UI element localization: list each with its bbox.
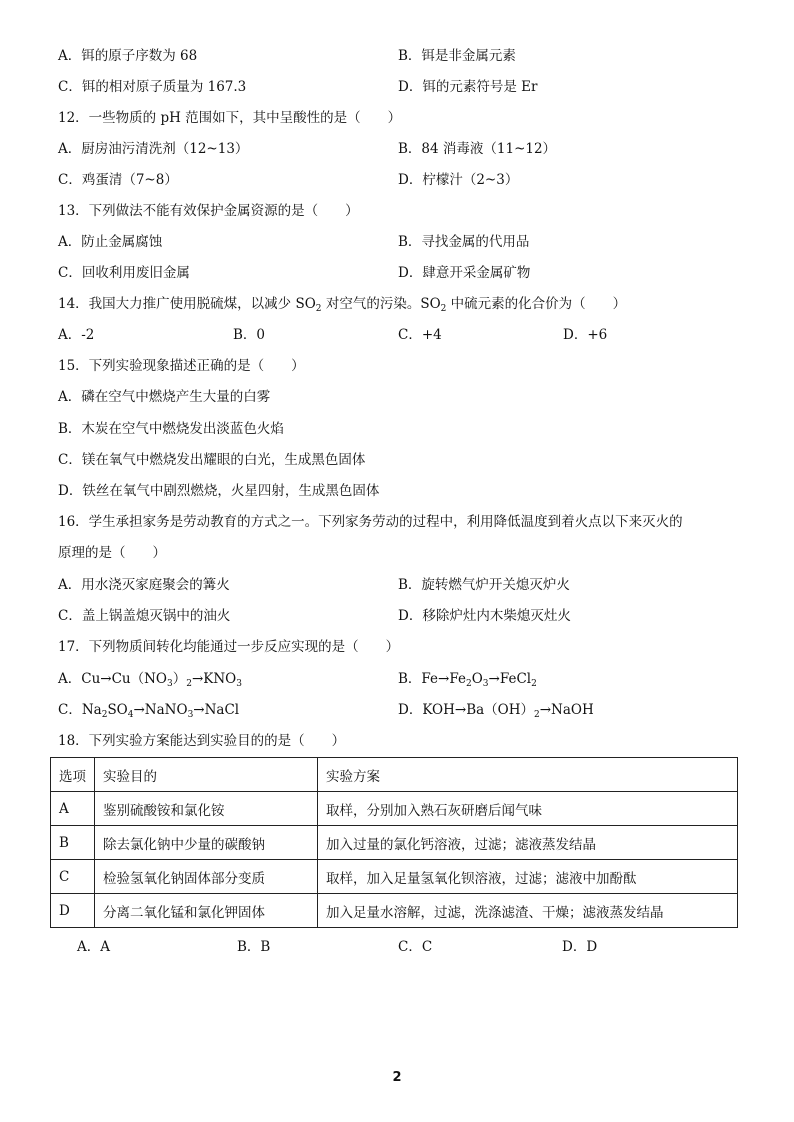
q13-option-d: D．肆意开采金属矿物 xyxy=(398,265,531,281)
q13-option-c: C．回收利用废旧金属 xyxy=(58,265,190,281)
page-number: 2 xyxy=(392,1070,402,1085)
table-cell: 加入过量的氯化钙溶液，过滤；滤液蒸发结晶 xyxy=(318,826,738,860)
table-header-cell: 实验目的 xyxy=(95,758,318,792)
q11-option-a: A．铒的原子序数为 68 xyxy=(58,48,198,64)
q12-option-b: B．84 消毒液（11~12） xyxy=(398,141,557,157)
table-row xyxy=(51,860,738,894)
q13-option-a: A．防止金属腐蚀 xyxy=(58,234,163,250)
q16-stem-line-2: 原理的是（ ） xyxy=(58,545,166,561)
q12-option-d: D．柠檬汁（2~3） xyxy=(398,172,519,188)
q16-stem-line-1: 16．学生承担家务是劳动教育的方式之一。下列家务劳动的过程中，利用降低温度到着火点以下来灭火的 xyxy=(58,514,683,530)
q18-option-d: D．D xyxy=(562,939,598,955)
table-cell: 加入足量水溶解，过滤，洗涤滤渣、干燥；滤液蒸发结晶 xyxy=(318,894,738,928)
q16-option-a: A．用水浇灭家庭聚会的篝火 xyxy=(58,577,230,593)
experiment-table xyxy=(50,757,738,928)
q12-stem: 12．一些物质的 pH 范围如下，其中呈酸性的是（ ） xyxy=(58,110,402,126)
q18-stem: 18．下列实验方案能达到实验目的的是（ ） xyxy=(58,733,346,749)
table-header-row xyxy=(51,758,738,792)
q11-option-d: D．铒的元素符号是 Er xyxy=(398,79,538,95)
table-row xyxy=(51,792,738,826)
q14-stem: 14．我国大力推广使用脱硫煤，以减少 $SO_2$ 对空气的污染。$SO_2$ 中硫元素的化合价为（ ） xyxy=(58,296,627,314)
table-cell: D xyxy=(51,894,95,928)
q17-option-a: A．$Cu\to Cu(NO_3)_2\to KNO_3$ xyxy=(58,671,242,689)
q14-option-b: B．0 xyxy=(233,327,266,343)
q15-option-d: D．铁丝在氧气中剧烈燃烧，火星四射，生成黑色固体 xyxy=(58,483,380,499)
table-cell: 检验氢氧化钠固体部分变质 xyxy=(95,860,318,894)
table-cell: 取样，分别加入熟石灰研磨后闻气味 xyxy=(318,792,738,826)
q16-option-c: C．盖上锅盖熄灭锅中的油火 xyxy=(58,608,231,624)
table-cell: 除去氯化钠中少量的碳酸钠 xyxy=(95,826,318,860)
q17-option-b: B．$Fe\to Fe_2O_3\to FeCl_2$ xyxy=(398,671,537,689)
q18-option-a: A．A xyxy=(77,939,110,955)
q15-option-c: C．镁在氧气中燃烧发出耀眼的白光，生成黑色固体 xyxy=(58,452,366,468)
q13-option-b: B．寻找金属的代用品 xyxy=(398,234,530,250)
q18-option-c: C．C xyxy=(398,939,433,955)
q12-option-a: A．厨房油污清洗剂（12~13） xyxy=(58,141,249,157)
q14-option-a: A．-2 xyxy=(58,327,95,343)
table-header-cell: 选项 xyxy=(51,758,95,792)
q15-stem: 15．下列实验现象描述正确的是（ ） xyxy=(58,358,305,374)
q16-option-d: D．移除炉灶内木柴熄灭灶火 xyxy=(398,608,571,624)
q13-stem: 13．下列做法不能有效保护金属资源的是（ ） xyxy=(58,203,359,219)
q15-option-b: B．木炭在空气中燃烧发出淡蓝色火焰 xyxy=(58,421,284,437)
q14-option-c: C．+4 xyxy=(398,327,442,343)
table-cell: A xyxy=(51,792,95,826)
q15-option-a: A．磷在空气中燃烧产生大量的白雾 xyxy=(58,389,271,405)
table-cell: 鉴别硫酸铵和氯化铵 xyxy=(95,792,318,826)
table-cell: C xyxy=(51,860,95,894)
q11-option-c: C．铒的相对原子质量为 167.3 xyxy=(58,79,247,95)
table-row xyxy=(51,826,738,860)
q11-option-b: B．铒是非金属元素 xyxy=(398,48,516,64)
q16-option-b: B．旋转燃气炉开关熄灭炉火 xyxy=(398,577,570,593)
table-cell: 分离二氧化锰和氯化钾固体 xyxy=(95,894,318,928)
table-cell: B xyxy=(51,826,95,860)
q14-option-d: D．+6 xyxy=(563,327,608,343)
table-header-cell: 实验方案 xyxy=(318,758,738,792)
q17-stem: 17．下列物质间转化均能通过一步反应实现的是（ ） xyxy=(58,639,400,655)
q12-option-c: C．鸡蛋清（7~8） xyxy=(58,172,178,188)
table-cell: 取样，加入足量氢氧化钡溶液，过滤；滤液中加酚酞 xyxy=(318,860,738,894)
table-row xyxy=(51,894,738,928)
q18-option-b: B．B xyxy=(237,939,271,955)
q17-option-c: C．$Na_2SO_4\to NaNO_3\to NaCl$ xyxy=(58,702,240,720)
q17-option-d: D．$KOH\to Ba(OH)_2\to NaOH$ xyxy=(398,702,594,720)
